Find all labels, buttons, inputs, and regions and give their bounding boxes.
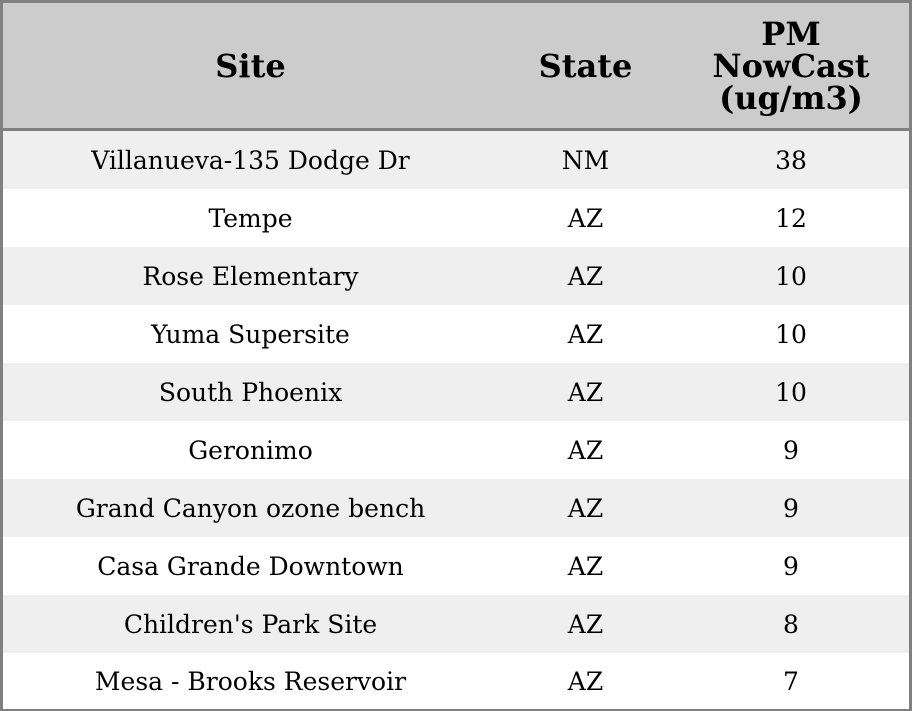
cell-site: Tempe (3, 189, 498, 247)
table-row (3, 189, 909, 247)
cell-pm-value: 38 (673, 130, 909, 190)
cell-site: South Phoenix (3, 363, 498, 421)
table-header (3, 3, 909, 130)
table-row (3, 421, 909, 479)
cell-state: AZ (498, 363, 673, 421)
pm-nowcast-table (3, 3, 909, 709)
cell-site: Mesa - Brooks Reservoir (3, 653, 498, 709)
table-row (3, 479, 909, 537)
cell-site: Geronimo (3, 421, 498, 479)
header-state: State (498, 3, 673, 130)
table-row (3, 130, 909, 190)
header-row (3, 3, 909, 130)
cell-pm-value: 10 (673, 363, 909, 421)
cell-site: Children's Park Site (3, 595, 498, 653)
cell-state: AZ (498, 247, 673, 305)
cell-site: Casa Grande Downtown (3, 537, 498, 595)
header-site: Site (3, 3, 498, 130)
cell-state: NM (498, 130, 673, 190)
cell-state: AZ (498, 595, 673, 653)
table-row (3, 305, 909, 363)
cell-pm-value: 9 (673, 479, 909, 537)
cell-pm-value: 9 (673, 421, 909, 479)
table-row (3, 653, 909, 709)
header-pm-nowcast: PM NowCast (ug/m3) (673, 3, 909, 130)
cell-site: Villanueva-135 Dodge Dr (3, 130, 498, 190)
cell-state: AZ (498, 537, 673, 595)
table-row (3, 595, 909, 653)
table-row (3, 247, 909, 305)
cell-pm-value: 10 (673, 305, 909, 363)
cell-state: AZ (498, 305, 673, 363)
table-row (3, 363, 909, 421)
cell-pm-value: 8 (673, 595, 909, 653)
cell-pm-value: 9 (673, 537, 909, 595)
cell-state: AZ (498, 189, 673, 247)
cell-state: AZ (498, 479, 673, 537)
cell-site: Yuma Supersite (3, 305, 498, 363)
cell-pm-value: 7 (673, 653, 909, 709)
table-row (3, 537, 909, 595)
cell-state: AZ (498, 421, 673, 479)
cell-state: AZ (498, 653, 673, 709)
cell-site: Rose Elementary (3, 247, 498, 305)
cell-pm-value: 10 (673, 247, 909, 305)
table-body (3, 130, 909, 710)
cell-pm-value: 12 (673, 189, 909, 247)
cell-site: Grand Canyon ozone bench (3, 479, 498, 537)
